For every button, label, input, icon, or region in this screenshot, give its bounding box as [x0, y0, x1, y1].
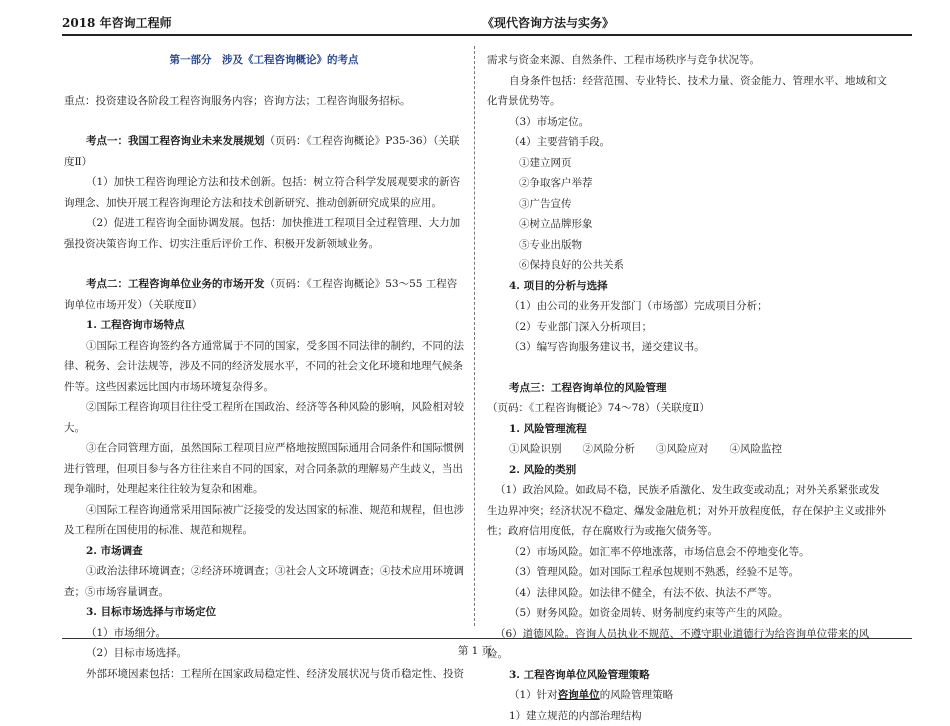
- paragraph: 自身条件包括：经营范围、专业特长、技术力量、资金能力、管理水平、地域和文化背景优势等。: [487, 71, 889, 112]
- paragraph: （1）针对咨询单位的风险管理策略: [487, 685, 889, 706]
- paragraph: ⑥保持良好的公共关系: [487, 255, 889, 276]
- paragraph: [487, 378, 889, 419]
- paragraph: ④国际工程咨询通常采用国际被广泛接受的发达国家的标准、规范和规程，但也涉及工程所在国使用的标准、规范和规程。: [64, 500, 464, 541]
- paragraph: （2）目标市场选择。: [64, 643, 464, 664]
- paragraph: ③广告宣传: [487, 194, 889, 215]
- paragraph: 重点：投资建设各阶段工程咨询服务内容；咨询方法；工程咨询服务招标。: [64, 91, 464, 112]
- point-title: 考点一：我国工程咨询业未来发展规划: [86, 135, 265, 147]
- paragraph: ①建立网页: [487, 153, 889, 174]
- paragraph: [64, 274, 464, 315]
- column-divider: [474, 46, 475, 626]
- subheading: 2. 市场调查: [64, 541, 464, 562]
- paragraph: ①风险识别 ②风险分析 ③风险应对 ④风险监控: [487, 439, 889, 460]
- paragraph: ②争取客户举荐: [487, 173, 889, 194]
- paragraph: 1）建立规范的内部治理结构: [487, 706, 889, 726]
- paragraph: （2）专业部门深入分析项目；: [487, 317, 889, 338]
- point-reference: （页码：《工程咨询概论》P35-36）（关联度Ⅱ）: [64, 135, 459, 168]
- point-reference: （页码：《工程咨询概论》74～78）（关联度Ⅱ）: [487, 402, 710, 414]
- header-left: 2018 年咨询工程师: [62, 14, 172, 31]
- point-reference: （页码：《工程咨询概论》53～55 工程咨询单位市场开发）（关联度Ⅱ）: [64, 278, 457, 311]
- paragraph: （1）政治风险。如政局不稳，民族矛盾激化、发生政变或动乱；对外关系紧张或发生边界冲突；经济状况不稳定、爆发金融危机；对外开放程度低，存在保护主义或排外性；政府信用度低，存在腐败行为或拖欠债务等。: [487, 480, 889, 542]
- paragraph: （3）市场定位。: [487, 112, 889, 133]
- paragraph: ②国际工程咨询项目往往受工程所在国政治、经济等各种风险的影响，风险相对较大。: [64, 397, 464, 438]
- section-title: 第一部分 涉及《工程咨询概论》的考点: [64, 50, 464, 71]
- paragraph: （4）法律风险。如法律不健全，有法不依、执法不严等。: [487, 583, 889, 604]
- paragraph: （6）道德风险。咨询人员执业不规范、不遵守职业道德行为给咨询单位带来的风险。: [487, 624, 889, 665]
- paragraph: ③在合同管理方面，虽然国际工程项目应严格地按照国际通用合同条件和国际惯例进行管理，但项目参与各方往往来自不同的国家，对合同条款的理解易产生歧义，当出现争端时，处理起来往往较为复杂和困难。: [64, 438, 464, 500]
- left-column: [64, 50, 464, 684]
- paragraph: （1）加快工程咨询理论方法和技术创新。包括：树立符合科学发展观要求的新咨询理念、加快开展工程咨询理论方法和技术创新研究、推动创新研究成果的应用。: [64, 172, 464, 213]
- paragraph: （2）促进工程咨询全面协调发展。包括：加快推进工程项目全过程管理、大力加强投资决策咨询工作、切实注重后评价工作、积极开发新领域业务。: [64, 213, 464, 254]
- underlined-term: 咨询单位: [558, 689, 600, 701]
- subheading: 1. 风险管理流程: [487, 419, 889, 440]
- paragraph: （5）财务风险。如资金周转、财务制度约束等产生的风险。: [487, 603, 889, 624]
- paragraph: 外部环境因素包括：工程所在国家政局稳定性、经济发展状况与货币稳定性、投资: [64, 664, 464, 685]
- subheading: 1. 工程咨询市场特点: [64, 315, 464, 336]
- subheading: 2. 风险的类别: [487, 460, 889, 481]
- paragraph: （3）编写咨询服务建议书，递交建议书。: [487, 337, 889, 358]
- point-title: 考点三：工程咨询单位的风险管理: [509, 382, 667, 394]
- paragraph: ⑤专业出版物: [487, 235, 889, 256]
- paragraph: ①政治法律环境调查；②经济环境调查；③社会人文环境调查；④技术应用环境调查；⑤市场容量调查。: [64, 561, 464, 602]
- spacer: [64, 254, 464, 274]
- page-number: 第 1 页: [0, 643, 950, 658]
- spacer: [487, 358, 889, 378]
- subheading: 3. 工程咨询单位风险管理策略: [487, 665, 889, 686]
- header-right: 《现代咨询方法与实务》: [482, 14, 614, 31]
- spacer: [64, 111, 464, 131]
- paragraph: ①国际工程咨询签约各方通常属于不同的国家，受多国不同法律的制约，不同的法律、税务、会计法规等，涉及不同的经济发展水平，不同的社会文化环境和地理气候条件等。这些因素远比国内市场环境复杂得多。: [64, 336, 464, 398]
- paragraph: 需求与资金来源、自然条件、工程市场秩序与竞争状况等。: [487, 50, 889, 71]
- paragraph: （2）市场风险。如汇率不停地涨落，市场信息会不停地变化等。: [487, 542, 889, 563]
- paragraph: （4）主要营销手段。: [487, 132, 889, 153]
- page-header: [62, 10, 912, 36]
- paragraph: [64, 131, 464, 172]
- point-title: 考点二：工程咨询单位业务的市场开发: [86, 278, 265, 290]
- subheading: 4. 项目的分析与选择: [487, 276, 889, 297]
- right-column: [487, 50, 889, 726]
- paragraph: ④树立品牌形象: [487, 214, 889, 235]
- paragraph: （1）由公司的业务开发部门（市场部）完成项目分析；: [487, 296, 889, 317]
- paragraph: （3）管理风险。如对国际工程承包规则不熟悉，经验不足等。: [487, 562, 889, 583]
- footer-rule: [62, 638, 912, 639]
- spacer: [64, 71, 464, 91]
- subheading: 3. 目标市场选择与市场定位: [64, 602, 464, 623]
- paragraph: （1）市场细分。: [64, 623, 464, 644]
